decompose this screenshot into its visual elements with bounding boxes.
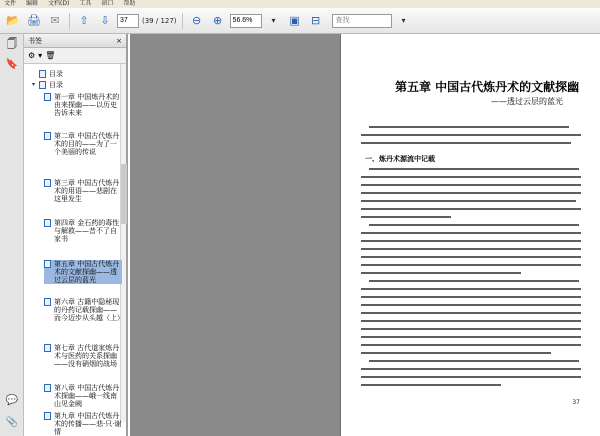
down-arrow-icon[interactable]: ⇩ (100, 14, 110, 27)
text-line (361, 304, 581, 306)
bookmark-icon (44, 219, 51, 227)
text-line (361, 336, 581, 338)
text-line (361, 208, 581, 210)
section-heading: 一、炼丹术源流中记载 (365, 154, 435, 163)
email-icon[interactable]: ✉ (50, 14, 60, 27)
text-line (361, 352, 551, 354)
menu-document[interactable]: 文档(D) (48, 0, 70, 7)
attachments-icon[interactable]: 📎 (5, 417, 19, 428)
text-line (361, 264, 581, 266)
bookmark-icon (44, 132, 51, 140)
bookmark-label: 第八章 中国古代炼丹术探幽——峨一线南山见金阙 (54, 384, 120, 408)
menu-edit[interactable]: 编辑 (26, 0, 39, 7)
bookmark-label: 目录 (49, 81, 63, 89)
tree-scrollbar[interactable] (120, 64, 126, 422)
text-line (369, 360, 579, 362)
zoom-input[interactable] (230, 14, 262, 28)
page-number-input[interactable] (117, 14, 139, 28)
bookmark-label: 第四章 金石药的毒性与解救——昔不了自家书 (54, 219, 120, 243)
bookmark-item[interactable] (44, 93, 122, 117)
bookmark-item[interactable] (44, 132, 122, 156)
panel-toolbar (24, 48, 126, 64)
search-dropdown-icon[interactable]: ▾ (401, 16, 406, 25)
bookmark-item[interactable] (32, 81, 120, 89)
text-line (369, 280, 579, 282)
text-line (361, 184, 581, 186)
chevron-down-icon[interactable]: ▾ (38, 51, 43, 60)
menu-bar (0, 0, 600, 8)
bookmark-item[interactable] (32, 70, 120, 78)
fit-page-icon[interactable]: ▣ (289, 14, 300, 27)
menu-file[interactable]: 文件 (4, 0, 17, 7)
page-count-label: (39 / 127) (142, 16, 177, 25)
bookmark-item[interactable] (44, 179, 122, 203)
bookmark-item[interactable] (44, 384, 122, 408)
text-line (361, 376, 581, 378)
text-line (361, 272, 521, 274)
text-line (361, 142, 571, 144)
text-line (361, 192, 581, 194)
panel-header (24, 34, 126, 48)
fit-width-icon[interactable]: ⊟ (310, 14, 321, 27)
toolbar-divider (69, 13, 70, 29)
menu-help[interactable]: 帮助 (123, 0, 136, 7)
toolbar (0, 8, 600, 34)
zoom-out-icon[interactable]: ⊖ (191, 14, 202, 27)
text-line (361, 328, 581, 330)
text-line (361, 232, 581, 234)
bookmark-item-selected[interactable] (44, 260, 122, 284)
bookmark-label: 第七章 古代道家炼丹术与医药的关系探幽——没有硝烟的战场 (54, 344, 120, 368)
toolbar-divider (182, 13, 183, 29)
panel-title: 书签 (28, 36, 42, 45)
bookmark-label: 目录 (49, 70, 63, 78)
navigation-strip (0, 34, 24, 436)
bookmark-icon (44, 260, 51, 268)
bookmark-icon (44, 179, 51, 187)
pages-icon[interactable]: 🗍 (7, 39, 17, 50)
bookmark-icon (44, 344, 51, 352)
text-line (361, 384, 501, 386)
bookmark-icon (44, 93, 51, 101)
up-arrow-icon[interactable]: ⇧ (79, 14, 89, 27)
bookmarks-icon[interactable]: 🔖 (5, 59, 19, 70)
bookmark-item[interactable] (44, 412, 122, 436)
search-input[interactable] (332, 14, 392, 28)
bookmark-item[interactable] (44, 219, 122, 243)
text-line (361, 312, 581, 314)
text-line (361, 288, 581, 290)
bookmark-icon (44, 298, 51, 306)
bookmark-icon (39, 81, 46, 89)
text-line (361, 344, 581, 346)
print-icon[interactable]: 🖨 (27, 14, 41, 27)
text-line (369, 126, 569, 128)
comments-icon[interactable]: 💬 (5, 395, 19, 406)
text-line (361, 256, 581, 258)
bookmark-tree (24, 64, 126, 436)
text-line (361, 176, 581, 178)
bookmark-label: 第二章 中国古代炼丹术的目的——为了一个美丽的传说 (54, 132, 120, 156)
zoom-in-icon[interactable]: ⊕ (212, 14, 223, 27)
bookmark-label: 第三章 中国古代炼丹术的用语——悲剧在这里发生 (54, 179, 120, 203)
text-line (361, 320, 581, 322)
open-icon[interactable]: 📂 (6, 14, 20, 27)
text-line (361, 134, 581, 136)
chapter-title: 第五章 中国古代炼丹术的文献探幽 (395, 80, 580, 94)
text-line (369, 224, 579, 226)
bookmark-label: 第五章 中国古代炼丹术的文献探幽——透过云层的蓝光 (54, 260, 120, 284)
document-page[interactable] (340, 34, 600, 436)
bookmark-label: 第一章 中国炼丹术的由来探幽——以历史告诉未来 (54, 93, 120, 117)
menu-tools[interactable]: 工具 (79, 0, 92, 7)
bookmark-label: 第九章 中国古代炼丹术的传播——悲·只·谢情 (54, 412, 122, 436)
zoom-dropdown-icon[interactable]: ▾ (271, 16, 276, 25)
bookmark-item[interactable] (44, 344, 122, 368)
bookmark-label: 第六章 古籍中隐秘现的丹药记载探幽——而今迈步从头越（上） (54, 298, 124, 322)
bookmark-icon (39, 70, 46, 78)
menu-window[interactable]: 窗口 (101, 0, 114, 7)
options-icon[interactable]: ⚙ (28, 51, 36, 60)
bookmark-item[interactable] (44, 298, 122, 322)
document-background (130, 34, 340, 436)
text-line (369, 168, 579, 170)
collapse-icon[interactable]: ▾ (32, 81, 36, 88)
text-line (361, 248, 581, 250)
delete-bookmark-icon[interactable]: 🗑 (45, 51, 56, 60)
text-line (361, 240, 581, 242)
text-line (361, 200, 576, 202)
text-line (361, 368, 581, 370)
bookmark-icon (44, 412, 51, 420)
text-line (361, 296, 581, 298)
bookmark-icon (44, 384, 51, 392)
bookmarks-panel (24, 34, 128, 436)
chapter-subtitle: ——透过云层的蓝光 (491, 97, 563, 106)
page-number: 37 (572, 399, 580, 406)
close-icon[interactable]: × (116, 36, 122, 45)
text-line (361, 216, 451, 218)
